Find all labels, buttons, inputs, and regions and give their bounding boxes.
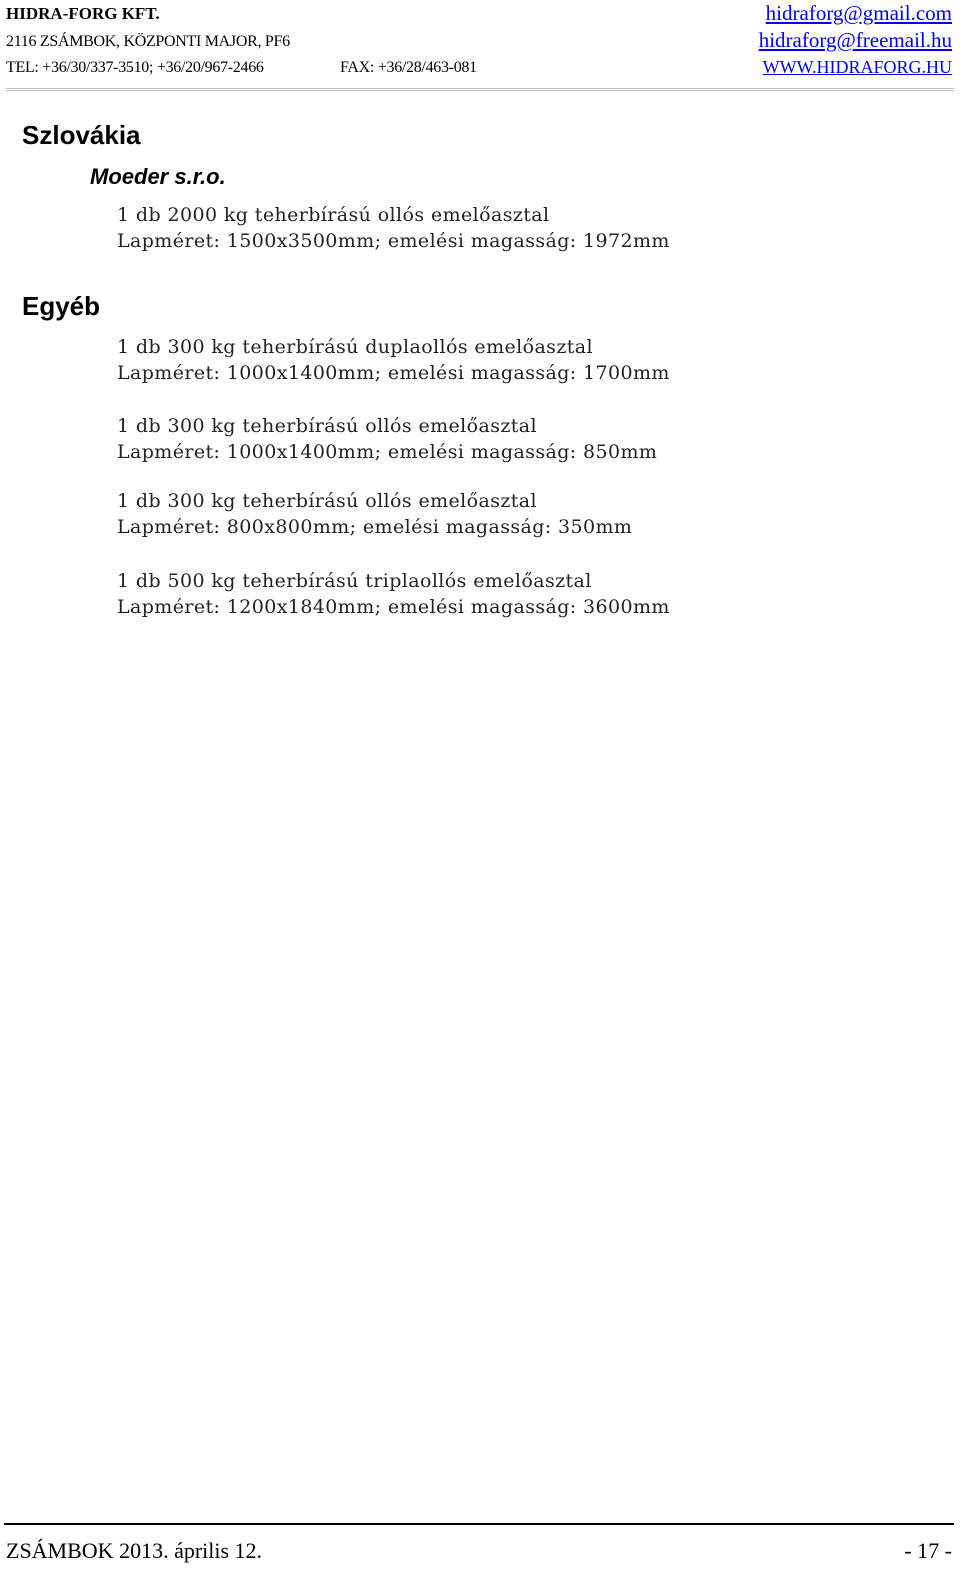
item-description: 1 db 500 kg teherbírású triplaollós emelőasztal — [117, 570, 592, 592]
contact-links — [759, 0, 952, 80]
page-header — [6, 0, 954, 90]
footer-divider — [4, 1523, 954, 1525]
customer-company-name: Moeder s.r.o. — [90, 164, 226, 189]
header-divider — [6, 88, 954, 91]
list-item — [117, 488, 632, 540]
list-item — [117, 413, 657, 465]
list-item — [117, 334, 670, 386]
page-number: - 17 - — [904, 1538, 952, 1563]
website-link[interactable]: WWW.HIDRAFORG.HU — [762, 57, 952, 77]
footer-place-date: ZSÁMBOK 2013. április 12. — [6, 1538, 263, 1563]
list-item — [117, 568, 670, 620]
item-dimensions: Lapméret: 1000x1400mm; emelési magasság: 1700mm — [117, 362, 670, 384]
item-description: 1 db 300 kg teherbírású ollós emelőasztal — [117, 415, 538, 437]
section-title-other: Egyéb — [22, 291, 101, 321]
email-link-freemail[interactable]: hidraforg@freemail.hu — [758, 28, 952, 52]
item-description: 1 db 300 kg teherbírású duplaollós emelőasztal — [117, 336, 593, 358]
item-dimensions: Lapméret: 1200x1840mm; emelési magasság: 3600mm — [117, 596, 670, 618]
list-item — [117, 202, 670, 254]
item-dimensions: Lapméret: 800x800mm; emelési magasság: 350mm — [117, 516, 633, 538]
item-dimensions: Lapméret: 1500x3500mm; emelési magasság: 1972mm — [117, 230, 670, 252]
item-description: 1 db 300 kg teherbírású ollós emelőasztal — [117, 490, 538, 512]
company-phone: TEL: +36/30/337-3510; +36/20/967-2466 — [6, 59, 264, 76]
item-dimensions: Lapméret: 1000x1400mm; emelési magasság: 850mm — [117, 441, 658, 463]
company-name: HIDRA-FORG KFT. — [6, 4, 160, 23]
company-address: 2116 ZSÁMBOK, KÖZPONTI MAJOR, PF6 — [6, 33, 290, 50]
section-title-slovakia: Szlovákia — [22, 120, 141, 150]
item-description: 1 db 2000 kg teherbírású ollós emelőasztal — [117, 204, 550, 226]
email-link-gmail[interactable]: hidraforg@gmail.com — [765, 1, 952, 25]
company-fax: FAX: +36/28/463-081 — [340, 59, 477, 76]
